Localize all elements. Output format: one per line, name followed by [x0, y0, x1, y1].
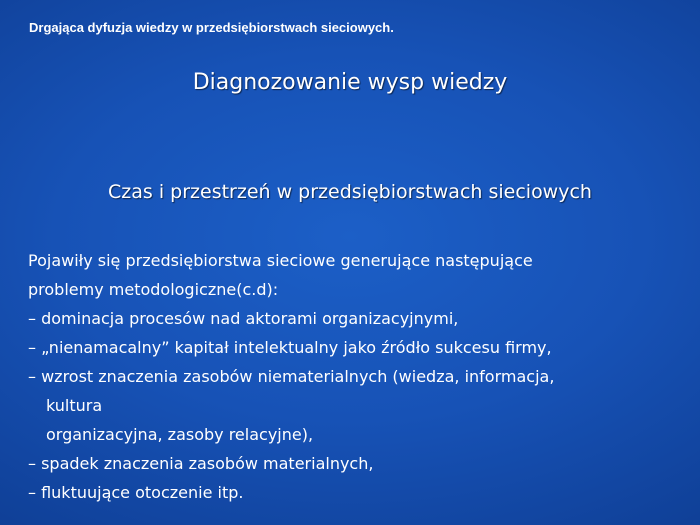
- bullet-item-3-line-1: – wzrost znaczenia zasobów niematerialnych (wiedza, informacja,: [28, 367, 555, 386]
- bullet-item-3-line-2: kultura: [46, 396, 103, 415]
- intro-line-1: Pojawiły się przedsiębiorstwa sieciowe generujące następujące: [28, 251, 533, 270]
- bullet-item-2: – „nienamacalny” kapitał intelektualny jako źródło sukcesu firmy,: [28, 338, 552, 357]
- slide-header: Drgająca dyfuzja wiedzy w przedsiębiorstwach sieciowych.: [29, 20, 394, 35]
- bullet-item-4: – spadek znaczenia zasobów materialnych,: [28, 454, 374, 473]
- slide-subtitle: Czas i przestrzeń w przedsiębiorstwach sieciowych: [108, 181, 592, 203]
- bullet-item-1: – dominacja procesów nad aktorami organizacyjnymi,: [28, 309, 459, 328]
- slide-title: Diagnozowanie wysp wiedzy: [192, 70, 508, 95]
- intro-line-2: problemy metodologiczne(c.d):: [28, 280, 279, 299]
- slide-body: [28, 246, 688, 507]
- bullet-item-5: – fluktuujące otoczenie itp.: [28, 483, 244, 502]
- bullet-item-3-line-3: organizacyjna, zasoby relacyjne),: [46, 425, 314, 444]
